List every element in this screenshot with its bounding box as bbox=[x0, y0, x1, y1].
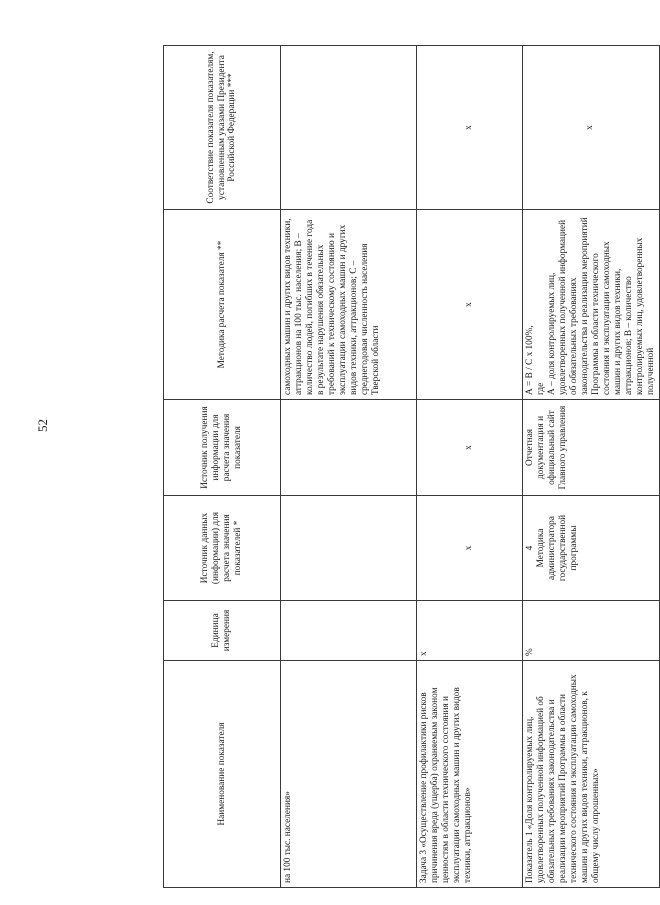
cell-name: Задача 3 «Осуществление профилактики рисков причинения вреда (ущерба) охраняемым законом ценностям в области технического состояния и эксплуатации самоходных машин и других видов техники, аттракционов» bbox=[417, 661, 523, 888]
header-unit: Единица измерения bbox=[164, 601, 281, 661]
cell-method: х bbox=[417, 210, 523, 400]
cell-method: самоходных машин и других видов техники, аттракционов на 100 тыс. населения; В – количество людей, погибших в течение года в результате нарушения обязательных требований к техническому состоянию и эксплуатации самоходных машин и других видов техники, аттракционов; С – среднегодовая численность населения Тверской области bbox=[281, 210, 417, 400]
table-row bbox=[281, 46, 417, 888]
cell-unit: х bbox=[417, 601, 523, 661]
table-header-row bbox=[164, 46, 281, 888]
cell-unit: % bbox=[523, 601, 660, 661]
cell-info-source: Отчетная документация и официальный сайт Главного управления bbox=[523, 400, 660, 496]
header-name: Наименование показателя bbox=[164, 661, 281, 888]
cell-data-source: х bbox=[417, 496, 523, 601]
cell-method bbox=[523, 210, 660, 400]
cell-data-source bbox=[523, 496, 660, 601]
rotated-page bbox=[163, 46, 656, 888]
cell-data-source bbox=[281, 496, 417, 601]
page-number: 52 bbox=[35, 419, 50, 432]
header-data-source: Источник данных (информации) для расчета значения показателей * bbox=[164, 496, 281, 601]
cell-name: на 100 тыс. населения» bbox=[281, 661, 417, 888]
header-compliance: Соответствие показателя показателям, установленным указами Президента Российской Федерации *** bbox=[164, 46, 281, 210]
data-source-number: 4 bbox=[525, 545, 535, 551]
method-where: где bbox=[535, 382, 546, 395]
cell-unit bbox=[281, 601, 417, 661]
data-source-text: Методика администратора государственной программы bbox=[535, 514, 579, 582]
table-row bbox=[417, 46, 523, 888]
cell-info-source bbox=[281, 400, 417, 496]
method-text: А – доля контролируемых лиц, удовлетворенных полученной информацией об обязательных требованиях законодательства и реализации мероприятий Программы в области технического состояния и эксплуатации самоходных машин и других видов техники, аттракционов; В – количество контролируемых лиц, удовлетворенных полученной bbox=[546, 217, 656, 395]
header-method: Методика расчета показателя ** bbox=[164, 210, 281, 400]
cell-compliance: х bbox=[523, 46, 660, 210]
cell-info-source: х bbox=[417, 400, 523, 496]
indicators-table bbox=[163, 45, 660, 888]
table-row bbox=[523, 46, 660, 888]
cell-name: Показатель 1 «Доля контролируемых лиц, удовлетворенных полученной информацией об обязательных требованиях законодательства и реализации мероприятий Программы в области технического состояния и эксплуатации самоходных машин и других видов техники, аттракционов, к общему числу опрошенных» bbox=[523, 661, 660, 888]
cell-compliance: х bbox=[417, 46, 523, 210]
header-info-source: Источник получения информации для расчета значения показателя bbox=[164, 400, 281, 496]
method-formula: А = В / С х 100%, bbox=[525, 325, 535, 395]
cell-compliance bbox=[281, 46, 417, 210]
